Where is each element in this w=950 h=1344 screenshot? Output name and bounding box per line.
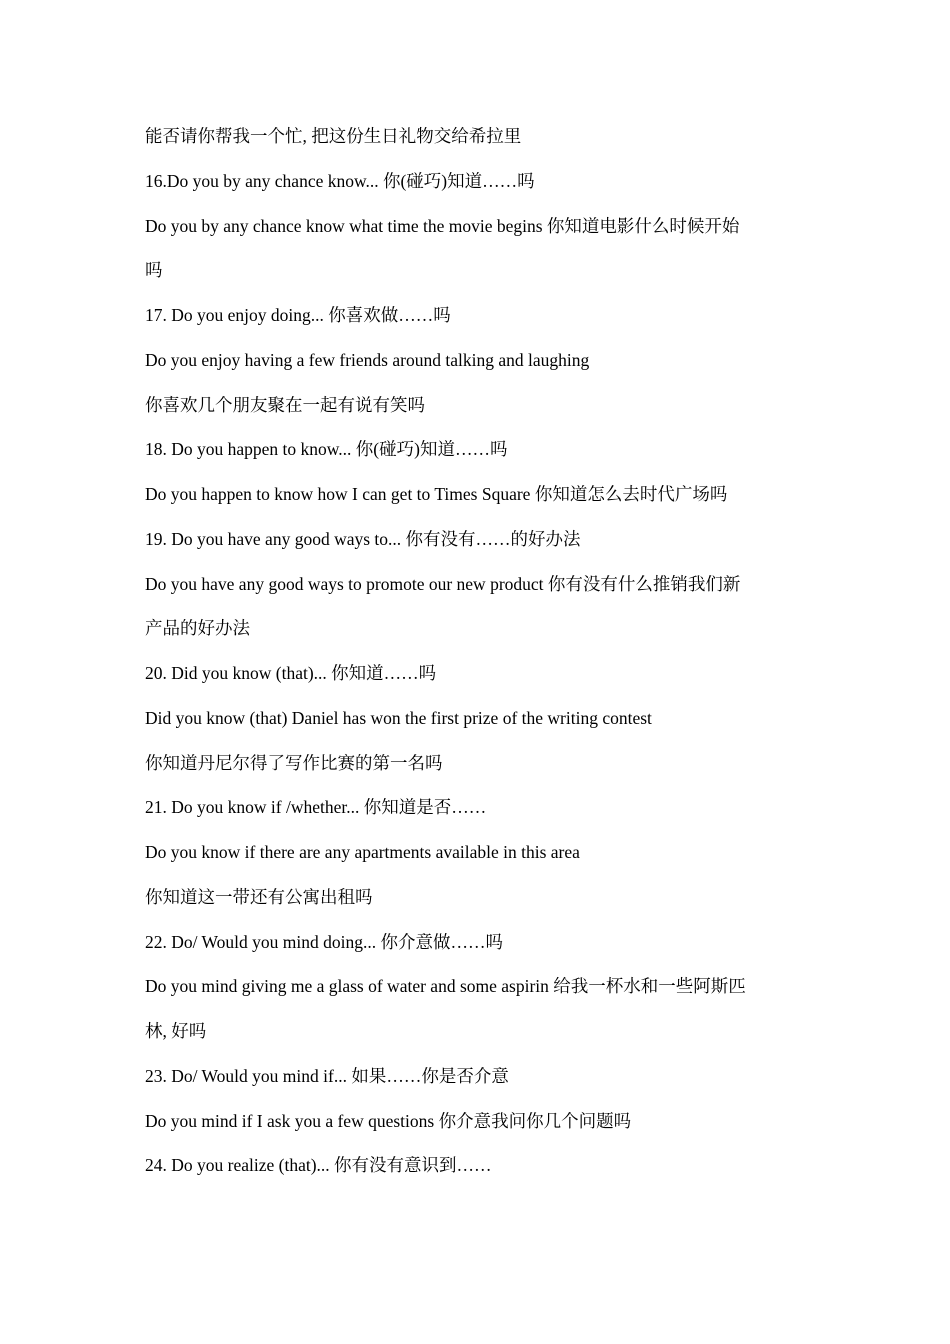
document-body [145, 114, 810, 1188]
text-line: Did you know (that) Daniel has won the first prize of the writing contest [145, 707, 652, 728]
text-line: Do you have any good ways to promote our new product 你有没有什么推销我们新 [145, 573, 741, 594]
text-line: 林, 好吗 [145, 1021, 207, 1041]
pattern-heading-17: 17. Do you enjoy doing... 你喜欢做……吗 [145, 305, 451, 325]
pattern-heading-21: 21. Do you know if /whether... 你知道是否…… [145, 797, 487, 818]
text-line: 能否请你帮我一个忙, 把这份生日礼物交给希拉里 [145, 126, 522, 146]
text-line: 吗 [145, 260, 163, 281]
text-line: Do you happen to know how I can get to Times Square 你知道怎么去时代广场吗 [145, 484, 728, 504]
text-line: 你知道这一带还有公寓出租吗 [145, 886, 373, 907]
text-line: Do you enjoy having a few friends around talking and laughing [145, 349, 590, 370]
pattern-heading-22: 22. Do/ Would you mind doing... 你介意做……吗 [145, 931, 503, 952]
text-line: Do you mind if I ask you a few questions 你介意我问你几个问题吗 [145, 1110, 632, 1131]
pattern-heading-18: 18. Do you happen to know... 你(碰巧)知道……吗 [145, 439, 508, 460]
pattern-heading-24: 24. Do you realize (that)... 你有没有意识到…… [145, 1155, 492, 1176]
text-line: 产品的好办法 [145, 618, 250, 639]
pattern-heading-23: 23. Do/ Would you mind if... 如果……你是否介意 [145, 1065, 509, 1086]
text-line: Do you mind giving me a glass of water and some aspirin 给我一杯水和一些阿斯匹 [145, 976, 746, 997]
pattern-heading-19: 19. Do you have any good ways to... 你有没有……的好办法 [145, 528, 581, 549]
text-line: 你喜欢几个朋友聚在一起有说有笑吗 [145, 394, 425, 415]
text-line: Do you by any chance know what time the movie begins 你知道电影什么时候开始 [145, 215, 740, 236]
text-line: Do you know if there are any apartments available in this area [145, 842, 580, 862]
pattern-heading-20: 20. Did you know (that)... 你知道……吗 [145, 663, 437, 683]
text-line: 你知道丹尼尔得了写作比赛的第一名吗 [145, 752, 443, 773]
pattern-heading-16: 16.Do you by any chance know... 你(碰巧)知道……吗 [145, 170, 535, 191]
